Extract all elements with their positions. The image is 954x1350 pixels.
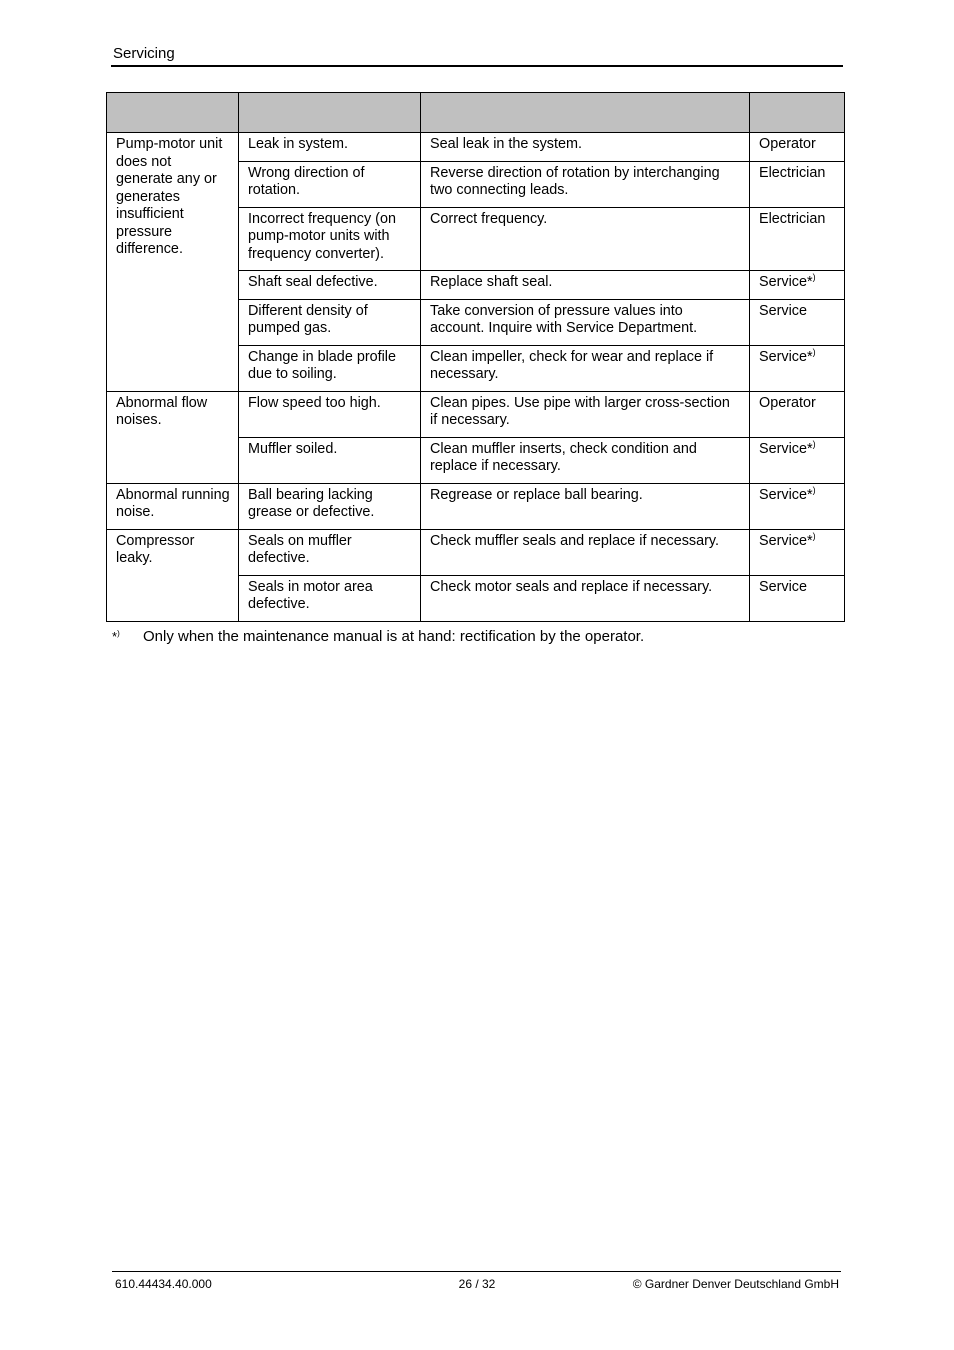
cause-cell: Ball bearing lacking grease or defective. bbox=[239, 483, 421, 529]
responsible-cell bbox=[750, 271, 845, 300]
table-row bbox=[107, 391, 845, 437]
responsible-cell bbox=[750, 529, 845, 575]
header-cell-by bbox=[750, 93, 845, 133]
remedy-cell: Clean impeller, check for wear and replace if necessary. bbox=[421, 345, 750, 391]
responsible-cell bbox=[750, 391, 845, 437]
responsible-label: Operator bbox=[759, 394, 816, 411]
cause-cell: Seals in motor area defective. bbox=[239, 575, 421, 621]
footer-doc-number: 610.44434.40.000 bbox=[115, 1277, 212, 1291]
header-cell-cause bbox=[239, 93, 421, 133]
footnote-paren: ) bbox=[117, 629, 120, 638]
cause-cell: Wrong direction of rotation. bbox=[239, 161, 421, 207]
footer-copyright: © Gardner Denver Deutschland GmbH bbox=[632, 1277, 839, 1291]
footnote-reference-symbol: * bbox=[807, 274, 813, 290]
header-cell-fault bbox=[107, 93, 239, 133]
cause-cell: Incorrect frequency (on pump-motor units with frequency converter). bbox=[239, 207, 421, 271]
table-body bbox=[107, 133, 845, 622]
footnote-reference-paren: ) bbox=[812, 346, 816, 357]
footnote bbox=[112, 628, 644, 645]
cause-cell: Flow speed too high. bbox=[239, 391, 421, 437]
section-title: Servicing bbox=[113, 45, 175, 62]
cause-cell: Different density of pumped gas. bbox=[239, 299, 421, 345]
responsible-cell bbox=[750, 437, 845, 483]
footnote-symbol: * bbox=[112, 629, 118, 644]
responsible-cell bbox=[750, 133, 845, 162]
fault-cell: Abnormal running noise. bbox=[107, 483, 239, 529]
remedy-cell: Replace shaft seal. bbox=[421, 271, 750, 300]
remedy-cell: Regrease or replace ball bearing. bbox=[421, 483, 750, 529]
remedy-cell: Clean pipes. Use pipe with larger cross-section if necessary. bbox=[421, 391, 750, 437]
responsible-label: Service bbox=[759, 348, 807, 365]
remedy-cell: Clean muffler inserts, check condition and replace if necessary. bbox=[421, 437, 750, 483]
footnote-reference-paren: ) bbox=[812, 530, 816, 541]
footnote-reference-paren: ) bbox=[812, 438, 816, 449]
footnote-reference-symbol: * bbox=[807, 440, 813, 457]
responsible-label: Service bbox=[759, 486, 807, 503]
responsible-label: Service bbox=[759, 274, 807, 290]
fault-cell: Abnormal flow noises. bbox=[107, 391, 239, 483]
footnote-reference-symbol: * bbox=[807, 348, 813, 365]
cause-cell: Shaft seal defective. bbox=[239, 271, 421, 300]
responsible-cell bbox=[750, 575, 845, 621]
remedy-cell: Check motor seals and replace if necessary. bbox=[421, 575, 750, 621]
footer-divider bbox=[112, 1271, 841, 1272]
fault-cell: Compressor leaky. bbox=[107, 529, 239, 621]
footnote-reference-paren: ) bbox=[812, 272, 816, 282]
footnote-reference-symbol: * bbox=[807, 486, 813, 503]
responsible-cell bbox=[750, 299, 845, 345]
responsible-cell bbox=[750, 483, 845, 529]
responsible-cell bbox=[750, 207, 845, 271]
fault-cell: Pump-motor unit does not generate any or generates insufficient pressure difference. bbox=[107, 133, 239, 392]
remedy-cell: Take conversion of pressure values into account. Inquire with Service Department. bbox=[421, 299, 750, 345]
footnote-reference-paren: ) bbox=[812, 484, 816, 495]
header-cell-remedy bbox=[421, 93, 750, 133]
footer-page-number: 26 / 32 bbox=[458, 1277, 496, 1291]
remedy-cell: Reverse direction of rotation by interchanging two connecting leads. bbox=[421, 161, 750, 207]
responsible-cell bbox=[750, 345, 845, 391]
footnote-text: Only when the maintenance manual is at hand: rectification by the operator. bbox=[143, 628, 645, 645]
responsible-label: Operator bbox=[759, 136, 816, 152]
remedy-cell: Correct frequency. bbox=[421, 207, 750, 271]
cause-cell: Muffler soiled. bbox=[239, 437, 421, 483]
footnote-marker bbox=[112, 629, 143, 644]
table-header-row bbox=[107, 93, 845, 133]
table-row bbox=[107, 483, 845, 529]
responsible-label: Electrician bbox=[759, 210, 826, 227]
cause-cell: Leak in system. bbox=[239, 133, 421, 162]
responsible-label: Service bbox=[759, 440, 807, 457]
responsible-label: Service bbox=[759, 302, 807, 319]
responsible-label: Service bbox=[759, 532, 807, 549]
cause-cell: Change in blade profile due to soiling. bbox=[239, 345, 421, 391]
table-row bbox=[107, 529, 845, 575]
responsible-label: Electrician bbox=[759, 164, 826, 181]
troubleshooting-table bbox=[106, 92, 845, 622]
responsible-label: Service bbox=[759, 578, 807, 595]
remedy-cell: Seal leak in the system. bbox=[421, 133, 750, 162]
responsible-cell bbox=[750, 161, 845, 207]
header-divider bbox=[111, 65, 843, 67]
cause-cell: Seals on muffler defective. bbox=[239, 529, 421, 575]
table-row bbox=[107, 133, 845, 162]
remedy-cell: Check muffler seals and replace if necessary. bbox=[421, 529, 750, 575]
footnote-reference-symbol: * bbox=[807, 532, 813, 549]
